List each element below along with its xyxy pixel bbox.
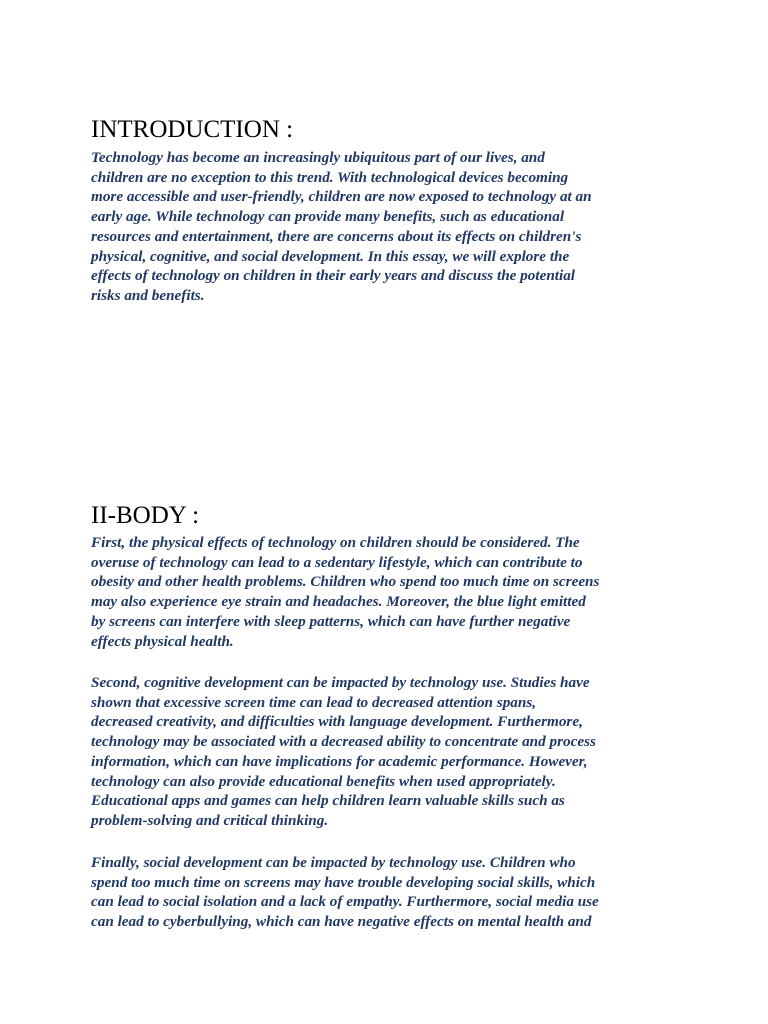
text-line: overuse of technology can lead to a sedentary lifestyle, which can contribute to (91, 553, 583, 571)
text-line: physical, cognitive, and social development. In this essay, we will explore the (91, 247, 570, 265)
text-line: effects physical health. (91, 632, 234, 650)
text-line: decreased creativity, and difficulties with language development. Furthermore, (91, 713, 583, 731)
text-line: may also experience eye strain and headaches. Moreover, the blue light emitted (91, 593, 586, 611)
text-line: Technology has become an increasingly ubiquitous part of our lives, and (91, 149, 545, 166)
text-line: Finally, social development can be impacted by technology use. Children who (91, 854, 576, 871)
text-line: Second, cognitive development can be impacted by technology use. Studies have (91, 674, 590, 691)
text-line: more accessible and user-friendly, children are now exposed to technology at an (91, 188, 592, 206)
text-line: can lead to social isolation and a lack of empathy. Furthermore, social media use (91, 893, 599, 911)
text-line: Educational apps and games can help children learn valuable skills such as (91, 792, 565, 810)
text-line: shown that excessive screen time can lead to decreased attention spans, (91, 693, 537, 711)
text-line: technology may be associated with a decreased ability to concentrate and process (91, 733, 596, 751)
text-line: by screens can interfere with sleep patterns, which can have further negative (91, 612, 571, 630)
text-line: effects of technology on children in their early years and discuss the potential (91, 267, 576, 285)
introduction-paragraph (91, 148, 691, 306)
text-line: risks and benefits. (91, 286, 205, 304)
text-line: children are no exception to this trend. With technological devices becoming (91, 168, 569, 186)
text-line: resources and entertainment, there are concerns about its effects on children's (91, 227, 582, 245)
text-line: information, which can have implications for academic performance. However, (91, 752, 588, 770)
text-line: can lead to cyberbullying, which can have negative effects on mental health and (91, 913, 592, 931)
text-line: technology can also provide educational benefits when used appropriately. (91, 772, 556, 790)
body-paragraph-social (91, 853, 691, 932)
text-line: problem-solving and critical thinking. (91, 811, 329, 829)
text-line: spend too much time on screens may have trouble developing social skills, which (91, 873, 596, 891)
text-line: obesity and other health problems. Children who spend too much time on screens (91, 573, 600, 591)
text-line: First, the physical effects of technology on children should be considered. The (91, 534, 580, 551)
body-heading: II-BODY : (91, 502, 200, 529)
body-paragraph-physical (91, 533, 691, 651)
body-paragraph-cognitive (91, 673, 691, 831)
introduction-heading: INTRODUCTION : (91, 116, 294, 143)
text-line: early age. While technology can provide many benefits, such as educational (91, 208, 565, 226)
